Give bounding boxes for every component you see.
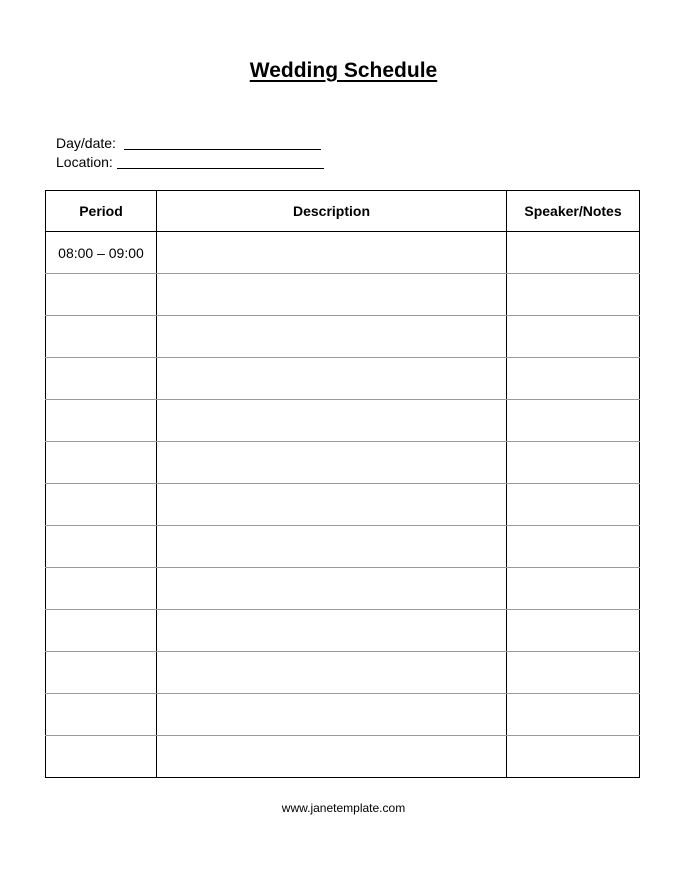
speaker-notes-cell[interactable]: [507, 736, 640, 778]
period-cell[interactable]: [46, 736, 157, 778]
period-cell[interactable]: [46, 316, 157, 358]
description-cell[interactable]: [157, 610, 507, 652]
header-description: Description: [157, 191, 507, 232]
description-cell[interactable]: [157, 736, 507, 778]
period-cell[interactable]: [46, 610, 157, 652]
period-cell[interactable]: [46, 484, 157, 526]
day-date-blank-line[interactable]: [124, 134, 321, 148]
description-cell[interactable]: [157, 526, 507, 568]
speaker-notes-cell[interactable]: [507, 694, 640, 736]
description-cell[interactable]: [157, 652, 507, 694]
period-cell[interactable]: [46, 274, 157, 316]
location-label: Location:: [56, 154, 113, 170]
header-speaker-notes: Speaker/Notes: [507, 191, 640, 232]
description-cell[interactable]: [157, 232, 507, 274]
description-cell[interactable]: [157, 568, 507, 610]
speaker-notes-cell[interactable]: [507, 316, 640, 358]
day-date-label: Day/date:: [56, 135, 116, 151]
speaker-notes-cell[interactable]: [507, 610, 640, 652]
description-cell[interactable]: [157, 274, 507, 316]
table-row: [46, 526, 640, 568]
speaker-notes-cell[interactable]: [507, 274, 640, 316]
speaker-notes-cell[interactable]: [507, 400, 640, 442]
table-row: [46, 232, 640, 274]
location-field: [56, 153, 324, 171]
table-row: [46, 484, 640, 526]
title-text: Wedding Schedule: [249, 59, 438, 82]
document-title: [0, 58, 687, 84]
description-cell[interactable]: [157, 358, 507, 400]
period-cell[interactable]: [46, 694, 157, 736]
table-header-row: [46, 191, 640, 232]
period-cell[interactable]: 08:00 – 09:00: [46, 232, 157, 274]
speaker-notes-cell[interactable]: [507, 568, 640, 610]
period-cell[interactable]: [46, 400, 157, 442]
period-cell[interactable]: [46, 358, 157, 400]
table-row: [46, 400, 640, 442]
day-date-field: [56, 134, 321, 152]
description-cell[interactable]: [157, 694, 507, 736]
description-cell[interactable]: [157, 400, 507, 442]
speaker-notes-cell[interactable]: [507, 232, 640, 274]
period-cell[interactable]: [46, 652, 157, 694]
table-row: [46, 694, 640, 736]
speaker-notes-cell[interactable]: [507, 358, 640, 400]
description-cell[interactable]: [157, 316, 507, 358]
table-row: [46, 610, 640, 652]
speaker-notes-cell[interactable]: [507, 442, 640, 484]
location-blank-line[interactable]: [117, 153, 324, 167]
period-cell[interactable]: [46, 568, 157, 610]
table-row: [46, 652, 640, 694]
period-cell[interactable]: [46, 526, 157, 568]
schedule-table: [45, 190, 640, 778]
header-period: Period: [46, 191, 157, 232]
table-row: [46, 442, 640, 484]
table-row: [46, 316, 640, 358]
table-row: [46, 568, 640, 610]
footer-url: www.janetemplate.com: [281, 801, 406, 815]
period-cell[interactable]: [46, 442, 157, 484]
table-row: [46, 358, 640, 400]
speaker-notes-cell[interactable]: [507, 652, 640, 694]
speaker-notes-cell[interactable]: [507, 526, 640, 568]
speaker-notes-cell[interactable]: [507, 484, 640, 526]
table-row: [46, 736, 640, 778]
description-cell[interactable]: [157, 484, 507, 526]
table-row: [46, 274, 640, 316]
description-cell[interactable]: [157, 442, 507, 484]
